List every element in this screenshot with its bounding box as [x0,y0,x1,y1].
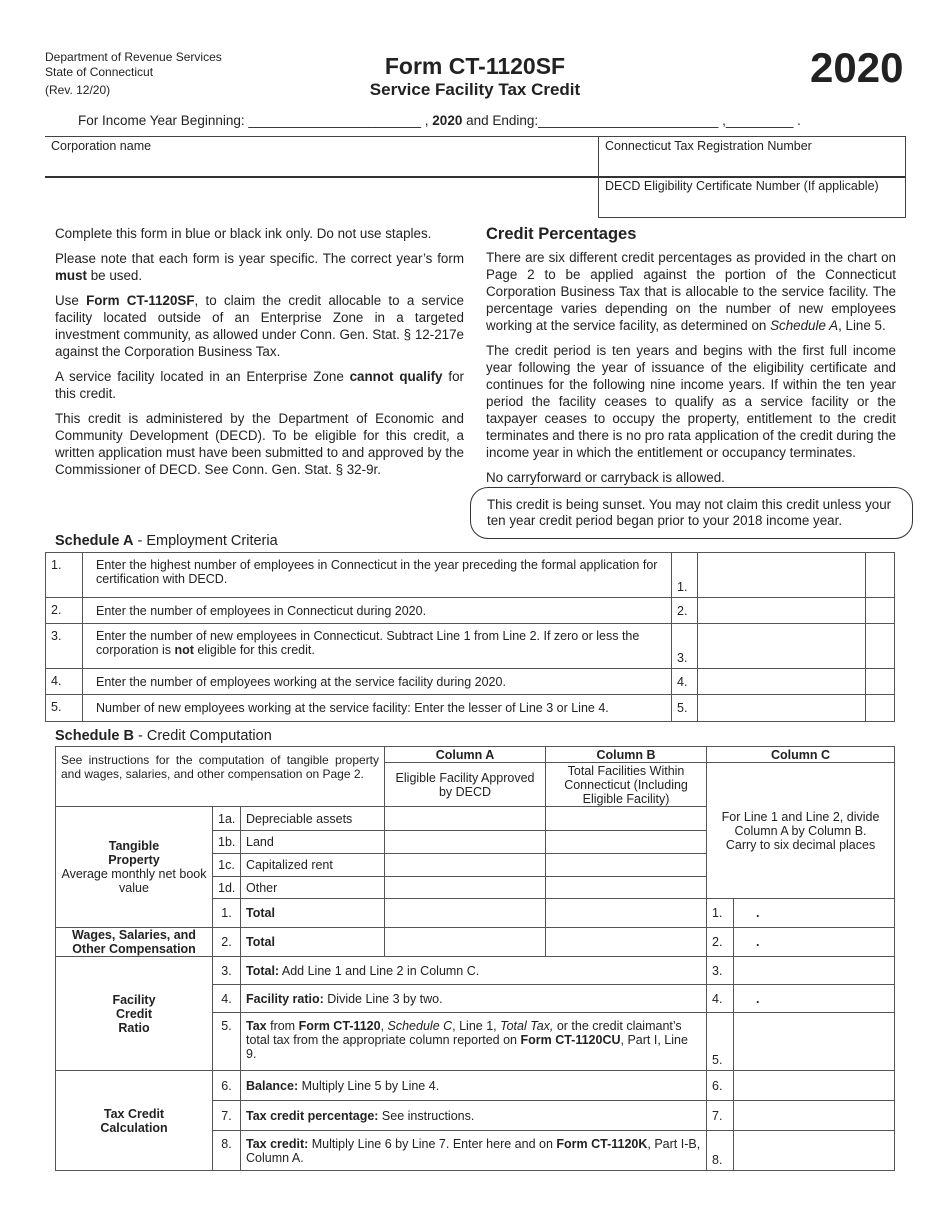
department: Department of Revenue Services [45,50,222,64]
line-number: 5. [707,1013,734,1071]
line-label: Depreciable assets [241,807,385,831]
column-a-header: Column A [385,747,546,763]
line-6-col-c[interactable] [734,1071,895,1101]
corporation-name-field[interactable]: Corporation name [45,136,599,178]
line-7-label: Tax credit percentage: See instructions. [241,1101,707,1131]
line-number: 1. [672,553,698,598]
line-number: 1b. [213,831,241,854]
line-1-extra[interactable] [866,553,895,598]
line-4-col-c[interactable]: . [734,985,895,1013]
line-1d-col-a[interactable] [385,877,546,899]
line-label: Total [241,928,385,957]
line-1c-col-a[interactable] [385,854,546,877]
line-label: Land [241,831,385,854]
form-title [300,52,650,100]
line-number: 7. [707,1101,734,1131]
line-4-label: Facility ratio: Divide Line 3 by two. [241,985,707,1013]
line-number: 1a. [213,807,241,831]
line-number: 3. [707,957,734,985]
ct-tax-registration-field[interactable]: Connecticut Tax Registration Number [598,136,906,178]
column-a-desc: Eligible Facility Approved by DECD [385,763,546,807]
line-number: 5. [213,1013,241,1071]
instr-decd: This credit is administered by the Department of Economic and Community Development (DECD). To be eligible for this credit, a written application must have been submitted to and approved by the Commissioner of DECD. See Conn. Gen. Stat. § 32-9r. [55,411,464,477]
income-year: 2020 [432,113,463,128]
line-number: 5. [672,695,698,722]
schedule-a-row [46,695,895,722]
line-number: 4. [672,669,698,695]
line-3-col-c[interactable] [734,957,895,985]
line-number: 1. [213,899,241,928]
column-b-header: Column B [546,747,707,763]
credit-percentages [486,226,896,494]
line-number: 3. [213,957,241,985]
line-label: Other [241,877,385,899]
column-c-header: Column C [707,747,895,763]
line-number: 4. [46,669,83,695]
credit-p1: There are six different credit percentages as provided in the chart on Page 2 to be applied against the portion of the Connecticut Corporation Business Tax that is allocable to the service facility. The percentage varies depending on the number of new employees working at the service facility, as determined on Schedule A, Line 5. [486,250,896,333]
income-begin[interactable]: For Income Year Beginning: _______________________ , [78,113,433,128]
line-8-label: Tax credit: Multiply Line 6 by Line 7. Enter here and on Form CT-1120K, Part I-B, Column A. [241,1131,707,1171]
line-1b-col-b[interactable] [546,831,707,854]
line-2-col-b[interactable] [546,928,707,957]
line-2-col-c[interactable]: . [734,928,895,957]
schedule-a-row [46,553,895,598]
tax-year: 2020 [810,44,904,91]
line-1b-col-a[interactable] [385,831,546,854]
line-1d-col-b[interactable] [546,877,707,899]
instr-use: Use Form CT-1120SF, to claim the credit allocable to a service facility located outside of an Enterprise Zone in a targeted investment community, as allowed under Conn. Gen. Stat. § 12-217e against the Corporation Business Tax. [55,293,464,359]
line-number: 5. [46,695,83,722]
column-b-desc: Total Facilities Within Connecticut (Including Eligible Facility) [546,763,707,807]
facility-credit-ratio-label: Facility Credit Ratio [56,957,213,1071]
credit-heading: Credit Percentages [486,225,637,243]
line-1a-col-b[interactable] [546,807,707,831]
line-number: 2. [46,598,83,624]
line-description: Enter the number of new employees in Connecticut. Subtract Line 1 from Line 2. If zero or less the corporation is not eligible for this credit. [83,624,672,669]
column-c-desc: For Line 1 and Line 2, divide Column A by Column B. Carry to six decimal places [707,763,895,899]
instr-ink: Complete this form in blue or black ink only. Do not use staples. [55,226,432,241]
line-5-extra[interactable] [866,695,895,722]
line-1-col-c[interactable]: . [734,899,895,928]
line-7-col-c[interactable] [734,1101,895,1131]
line-number: 3. [672,624,698,669]
tax-credit-calculation-label: Tax Credit Calculation [56,1071,213,1171]
line-2-col-a[interactable] [385,928,546,957]
line-number: 4. [707,985,734,1013]
line-number: 1. [707,899,734,928]
line-number: 1c. [213,854,241,877]
line-2-extra[interactable] [866,598,895,624]
line-3-amount[interactable] [698,624,866,669]
line-4-amount[interactable] [698,669,866,695]
credit-p2: The credit period is ten years and begins with the first full income year following the year of issuance of the eligibility certificate and continues for the following nine income years. If within the ten year period the facility ceases to qualify as a service facility or the taxpayer ceases to occupy the property, entitlement to the credit terminates and there is no pro rata application of the credit during the income year in which the entitlement or occupancy terminates. [486,343,896,460]
line-8-col-c[interactable] [734,1131,895,1171]
revision: (Rev. 12/20) [45,83,111,97]
instr-year: Please note that each form is year specific. The correct year’s form must be used. [55,251,464,283]
line-1-col-b[interactable] [546,899,707,928]
line-5-label: Tax from Form CT-1120, Schedule C, Line 1, Total Tax, or the credit claimant’s total tax from the appropriate column reported on Form CT-1120CU, Part I, Line 9. [241,1013,707,1071]
sunset-notice: This credit is being sunset. You may not claim this credit unless your ten year credit period began prior to your 2018 income year. [470,487,913,539]
line-number: 3. [46,624,83,669]
line-3-label: Total: Add Line 1 and Line 2 in Column C. [241,957,707,985]
line-description: Enter the number of employees in Connecticut during 2020. [83,598,672,624]
line-label: Total [241,899,385,928]
schedule-a-row [46,669,895,695]
decd-certificate-field[interactable]: DECD Eligibility Certificate Number (If applicable) [598,177,906,218]
line-6-label: Balance: Multiply Line 5 by Line 4. [241,1071,707,1101]
line-1c-col-b[interactable] [546,854,707,877]
tangible-property-label: Tangible Property Average monthly net book value [56,807,213,928]
line-number: 8. [707,1131,734,1171]
income-end[interactable]: and Ending:________________________ ,_________ . [462,113,801,128]
line-description: Enter the number of employees working at the service facility during 2020. [83,669,672,695]
line-5-amount[interactable] [698,695,866,722]
line-2-amount[interactable] [698,598,866,624]
instructions-left [55,225,464,486]
line-description: Number of new employees working at the service facility: Enter the lesser of Line 3 or Line 4. [83,695,672,722]
schedule-a-row [46,598,895,624]
line-number: 6. [707,1071,734,1101]
line-5-col-c[interactable] [734,1013,895,1071]
form-subtitle: Service Facility Tax Credit [369,80,581,99]
line-4-extra[interactable] [866,669,895,695]
schedule-b-instructions: See instructions for the computation of tangible property and wages, salaries, and other compensation on Page 2. [56,747,385,807]
line-number: 6. [213,1071,241,1101]
credit-p3: No carryforward or carryback is allowed. [486,470,725,485]
line-number: 8. [213,1131,241,1171]
schedule-a-heading: Schedule A - Employment Criteria [55,533,278,549]
line-number: 1. [46,553,83,598]
agency-block [45,50,222,98]
line-1a-col-a[interactable] [385,807,546,831]
line-label: Capitalized rent [241,854,385,877]
line-number: 2. [213,928,241,957]
line-1-col-a[interactable] [385,899,546,928]
schedule-a-table [45,552,895,722]
line-number: 7. [213,1101,241,1131]
state: State of Connecticut [45,65,154,79]
instr-enterprise: A service facility located in an Enterprise Zone cannot qualify for this credit. [55,369,464,401]
line-1-amount[interactable] [698,553,866,598]
line-number: 4. [213,985,241,1013]
schedule-b-heading: Schedule B - Credit Computation [55,728,272,744]
schedule-b-table [55,746,895,1171]
line-number: 2. [707,928,734,957]
schedule-a-row [46,624,895,669]
line-number: 1d. [213,877,241,899]
line-3-extra[interactable] [866,624,895,669]
income-year-line[interactable] [78,113,801,128]
line-number: 2. [672,598,698,624]
form-number: Form CT-1120SF [384,53,566,79]
wages-label: Wages, Salaries, and Other Compensation [56,928,213,957]
line-description: Enter the highest number of employees in Connecticut in the year preceding the formal application for certification with DECD. [83,553,672,598]
